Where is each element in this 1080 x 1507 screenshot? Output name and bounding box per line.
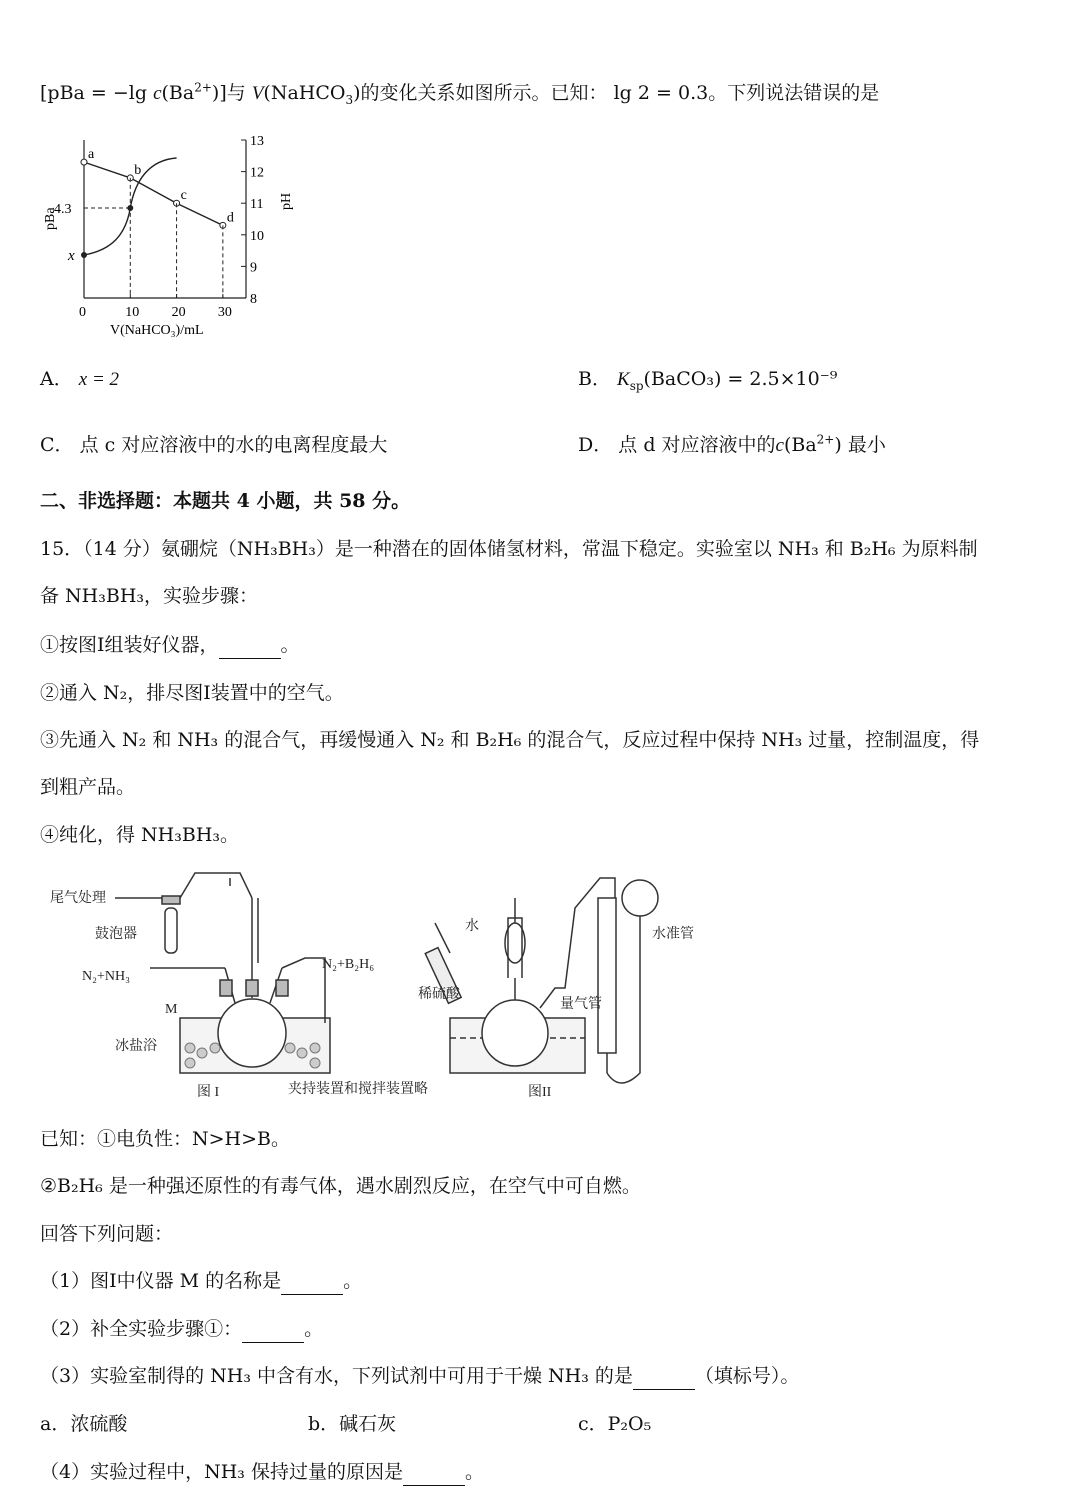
label-acid: 稀硫酸 (418, 987, 460, 1002)
label-gas-tube: 量气管 (560, 997, 602, 1012)
right-tick-label: 9 (250, 260, 257, 276)
x-tick-label: 30 (217, 305, 232, 320)
pba-start-point (81, 252, 87, 258)
ph-point-label: c (180, 188, 187, 204)
sub-question-4: （4）实验过程中，NH₃ 保持过量的原因是 。 (40, 1459, 484, 1486)
section-title: 二、非选择题：本题共 4 小题，共 58 分。 (40, 490, 411, 512)
known-1: 已知：①电负性：N>H>B。 (40, 1128, 290, 1150)
label-bubbler: 鼓泡器 (95, 927, 137, 942)
q15-step-3a: ③先通入 N₂ 和 NH₃ 的混合气，再缓慢通入 N₂ 和 B₂H₆ 的混合气，反应过程中保持 NH₃ 过量，控制温度，得 (40, 729, 980, 751)
x-tick-label: 10 (125, 305, 140, 320)
label-flask-m: M (165, 1002, 178, 1017)
q15-step-2: ②通入 N₂，排尽图I装置中的空气。 (40, 682, 344, 704)
label-fig1-caption: 图 I (197, 1085, 220, 1100)
x-tick-label: 20 (171, 305, 186, 320)
choice-a[interactable]: a．浓硫酸 (40, 1413, 128, 1435)
x-axis-label: V(NaHCO₃)/mL (110, 323, 204, 338)
ph-point-label: d (226, 210, 234, 226)
answer-blank[interactable] (219, 632, 281, 659)
right-tick-label: 13 (250, 134, 264, 149)
q15-step-3b: 到粗产品。 (40, 776, 136, 798)
option-a[interactable]: A． x = 2 (40, 368, 120, 390)
label-ice-bath: 冰盐浴 (115, 1039, 157, 1054)
q15-intro-2: 备 NH₃BH₃，实验步骤： (40, 585, 258, 607)
right-tick-label: 12 (250, 165, 264, 181)
option-b[interactable]: B． $K_{sp}(BaCO_3) = 2.5\times 10^{-9}$ (578, 368, 838, 393)
q15-intro-1: 15．（14 分）氨硼烷（NH₃BH₃）是一种潜在的固体储氢材料，常温下稳定。实验室以 NH₃ 和 B₂H₆ 为原料制 (40, 538, 978, 560)
choice-c[interactable]: c．P₂O₅ (578, 1413, 652, 1435)
ph-point (81, 159, 87, 165)
q15-step-1: ①按图I组装好仪器， 。 (40, 632, 300, 659)
left-axis-label: pBa (43, 207, 58, 230)
right-tick-label: 10 (250, 228, 264, 244)
right-axis-label: pH (279, 192, 294, 210)
apparatus-figure (40, 868, 700, 1108)
label-fig-note: 夹持装置和搅拌装置略 (288, 1082, 428, 1097)
left-tick-label-43: 4.3 (54, 202, 72, 217)
label-inlet-left: N₂+NH₃ (82, 969, 130, 984)
sub-question-1: （1）图I中仪器 M 的名称是 。 (40, 1268, 362, 1295)
label-water: 水 (465, 919, 479, 934)
label-inlet-right: N₂+B₂H₆ (322, 957, 375, 972)
option-c[interactable]: C． 点 c 对应溶液中的水的电离程度最大 (40, 434, 388, 456)
ph-point-label: a (88, 147, 95, 163)
label-fig2-caption: 图II (528, 1085, 552, 1100)
sub-question-3: （3）实验室制得的 NH₃ 中含有水，下列试剂中可用于干燥 NH₃ 的是 （填标号）。 (40, 1363, 799, 1390)
q15-step-4: ④纯化，得 NH₃BH₃。 (40, 824, 239, 846)
answer-blank[interactable] (633, 1363, 695, 1390)
label-tail-gas: 尾气处理 (50, 891, 106, 906)
ph-curve (84, 162, 223, 225)
right-tick-label: 11 (250, 197, 264, 213)
answer-prompt: 回答下列问题： (40, 1223, 174, 1245)
answer-blank[interactable] (281, 1268, 343, 1295)
sub-question-2: （2）补全实验步骤①： 。 (40, 1316, 323, 1343)
pba-ph-chart (40, 130, 320, 340)
ph-point-label: b (134, 162, 142, 178)
option-d[interactable]: D． 点 d 对应溶液中的$c(Ba^{2+})$ 最小 (578, 432, 886, 456)
label-level-tube: 水准管 (652, 927, 694, 942)
q14-tail-line: [pBa = −lg $c(Ba^{2+})$]与 V(NaHCO$_3$)的变化关系如图所示。已知： lg 2 = 0.3。下列说法错误的是 (40, 80, 880, 107)
answer-blank[interactable] (403, 1459, 465, 1486)
left-tick-label-x: x (68, 248, 75, 264)
choice-b[interactable]: b．碱石灰 (308, 1413, 397, 1435)
right-tick-label: 8 (250, 292, 257, 307)
known-2: ②B₂H₆ 是一种强还原性的有毒气体，遇水剧烈反应，在空气中可自燃。 (40, 1175, 641, 1197)
x-tick-label: 0 (79, 305, 86, 320)
answer-blank[interactable] (242, 1316, 304, 1343)
